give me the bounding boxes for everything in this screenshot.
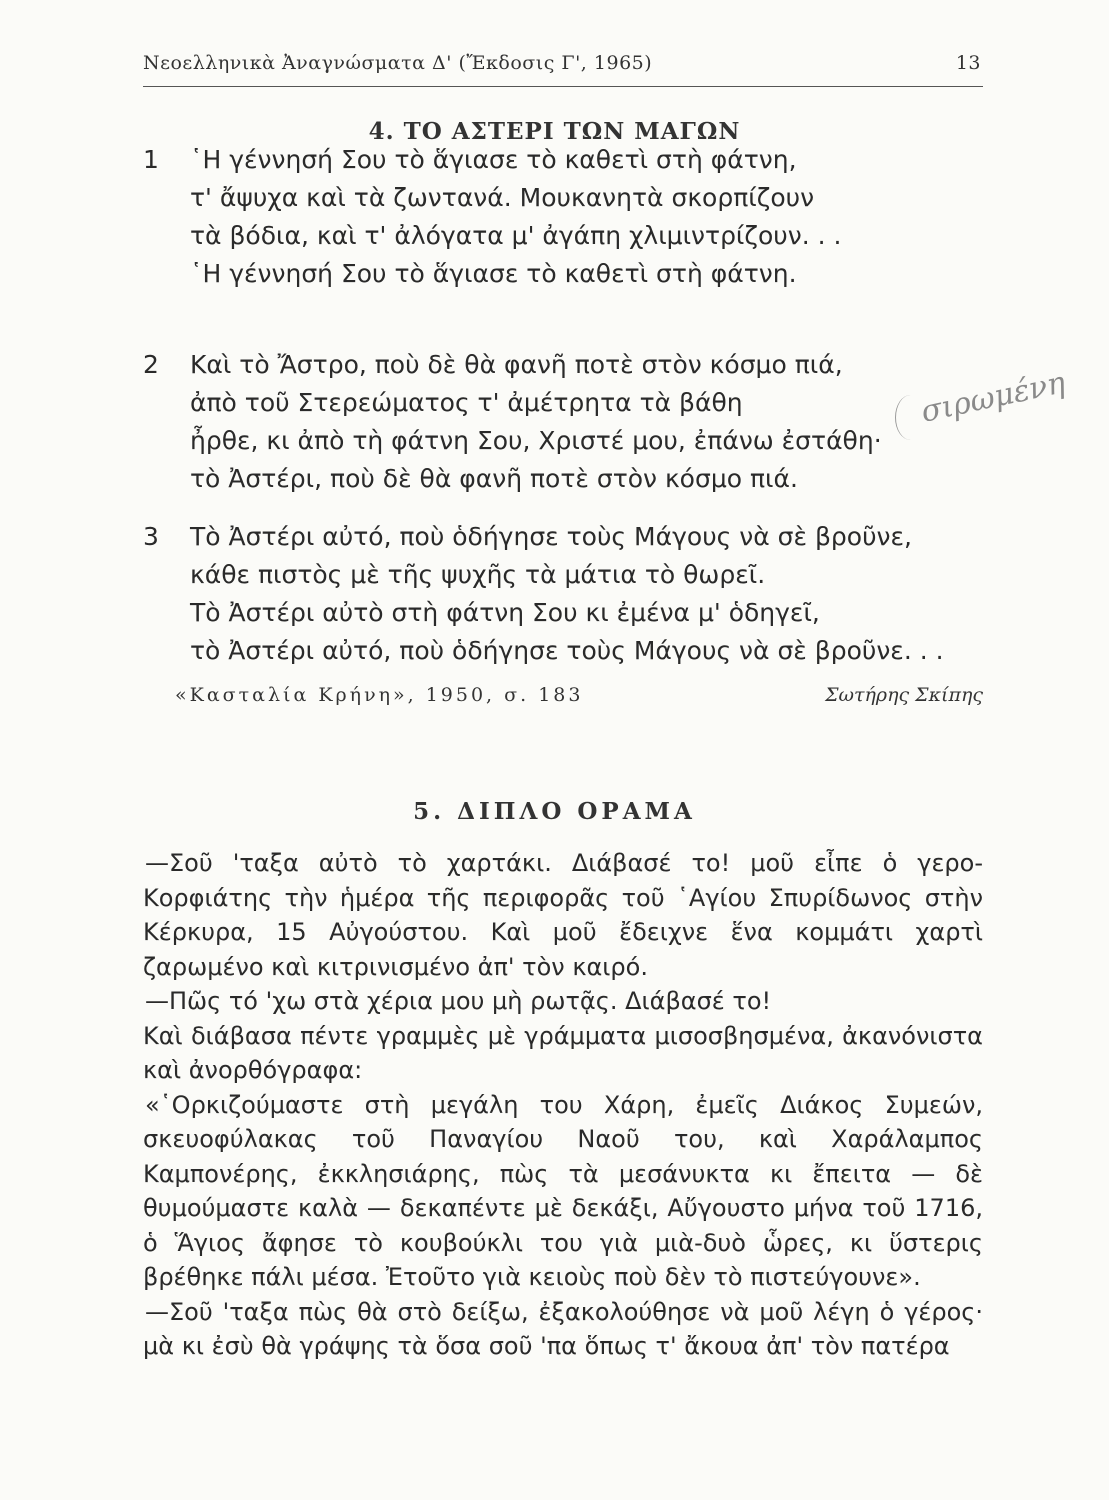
paragraph: —Σοῦ 'ταξα πὼς θὰ στὸ δείξω, ἐξακολούθησε νὰ μοῦ λέγη ὁ γέρος· μὰ κι ἐσὺ θὰ γράψης τὰ ὅσα σοῦ 'πα ὅπως τ' ἄκουα ἀπ' τὸν πατέρα [143, 1297, 983, 1360]
page-number: 13 [955, 52, 981, 74]
section-title: 5. ΔΙΠΛΟ ΟΡΑΜΑ [413, 798, 696, 825]
verse-line: ῾Η γέννησή Σου τὸ ἅγιασε τὸ καθετὶ στὴ φάτνη. [190, 259, 797, 288]
verse-line: τὸ Ἀστέρι αὐτό, ποὺ ὁδήγησε τοὺς Μάγους νὰ σὲ βροῦνε. . . [190, 636, 944, 665]
verse-line: τ' ἄψυχα καὶ τὰ ζωντανά. Μουκανητὰ σκορπίζουν [190, 183, 815, 212]
author-name: Σωτήρης Σκίπης [825, 684, 983, 706]
margin-note: σιρωμένη [917, 365, 1069, 430]
verse-line: τὸ Ἀστέρι, ποὺ δὲ θὰ φανῆ ποτὲ στὸν κόσμο πιά. [190, 464, 798, 493]
stanza-number: 1 [143, 145, 159, 174]
source-line [175, 684, 985, 706]
verse-line: Τὸ Ἀστέρι αὐτὸ στὴ φάτνη Σου κι ἐμένα μ' ὁδηγεῖ, [190, 598, 820, 627]
verse-line: ἀπὸ τοῦ Στερεώματος τ' ἀμέτρητα τὰ βάθη [190, 388, 743, 417]
paragraph: «῾Ορκιζούμαστε στὴ μεγάλη του Χάρη, ἐμεῖς Διάκος Συμεών, σκευοφύλακας τοῦ Παναγίου Ναοῦ του, καὶ Χαράλαμπος Καμπονέρης, ἐκκλησιάρης, πὼς τὰ μεσάνυκτα κι ἔπειτα — δὲ θυμούμαστε καλὰ — δεκαπέντε μὲ δεκάξι, Αὔγουστο μήνα τοῦ 1716, ὁ Ἅγιος ἄφησε τὸ κουβούκλι του γιὰ μιὰ-δυὸ ὧρες, κι ὕστερις βρέθηκε πάλι μέσα. Ἐτοῦτο γιὰ κειοὺς ποὺ δὲν τὸ πιστεύγουνε». [143, 1090, 983, 1291]
stanza-number: 2 [143, 350, 159, 379]
paragraph: —Σοῦ 'ταξα αὐτὸ τὸ χαρτάκι. Διάβασέ το! μοῦ εἶπε ὁ γερο-Κορφιάτης τὴν ἡμέρα τῆς περιφορᾶς τοῦ ῾Αγίου Σπυρίδωνος στὴν Κέρκυρα, 15 Αὐγούστου. Καὶ μοῦ ἔδειχνε ἕνα κομμάτι χαρτὶ ζαρωμένο καὶ κιτρινισμένο ἀπ' τὸν καιρό. [143, 849, 983, 981]
verse-line: τὰ βόδια, καὶ τ' ἀλόγατα μ' ἀγάπη χλιμιντρίζουν. . . [190, 221, 842, 250]
verse-line: κάθε πιστὸς μὲ τῆς ψυχῆς τὰ μάτια τὸ θωρεῖ. [190, 560, 766, 589]
stanza-number: 3 [143, 522, 159, 551]
verse-line: Καὶ τὸ Ἄστρο, ποὺ δὲ θὰ φανῆ ποτὲ στὸν κόσμο πιά, [190, 350, 843, 379]
paragraph: Καὶ διάβασα πέντε γραμμὲς μὲ γράμματα μισοσβησμένα, ἀκανόνιστα καὶ ἀνορθόγραφα: [143, 1021, 983, 1084]
header-rule [143, 86, 983, 87]
verse-line: Τὸ Ἀστέρι αὐτό, ποὺ ὁδήγησε τοὺς Μάγους νὰ σὲ βροῦνε, [190, 522, 912, 551]
verse-line: ἦρθε, κι ἀπὸ τὴ φάτνη Σου, Χριστέ μου, ἐπάνω ἐστάθη· [190, 426, 882, 455]
paragraph: —Πῶς τό 'χω στὰ χέρια μου μὴ ρωτᾷς. Διάβασέ το! [145, 987, 772, 1015]
prose-body [143, 846, 983, 1364]
running-head [143, 52, 983, 74]
source-citation: «Κασταλία Κρήνη», 1950, σ. 183 [175, 684, 584, 706]
verse-line: ῾Η γέννησή Σου τὸ ἅγιασε τὸ καθετὶ στὴ φάτνη, [190, 145, 797, 174]
running-title: Νεοελληνικὰ Ἀναγνώσματα Δ' (Ἔκδοσις Γ', 1965) [143, 52, 653, 74]
poem-title: 4. ΤΟ ΑΣΤΕΡΙ ΤΩΝ ΜΑΓΩΝ [368, 118, 741, 145]
